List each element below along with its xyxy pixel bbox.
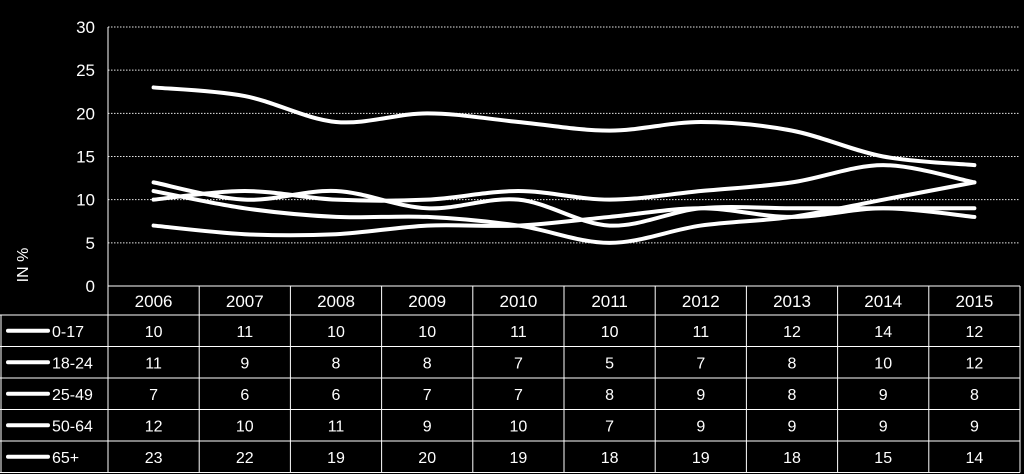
data-label-0-17-2010: 11: [510, 323, 527, 341]
y-axis-label: IN %: [15, 247, 32, 283]
legend-label-25-49: 25-49: [52, 386, 93, 404]
data-label-25-49-2010: 7: [513, 386, 523, 404]
data-label-50-64-2013: 9: [787, 418, 797, 436]
data-label-65+-2010: 19: [509, 449, 528, 467]
series-lines: [154, 87, 975, 242]
x-tick-2011: 2011: [591, 292, 628, 311]
y-tick-15: 15: [76, 147, 95, 167]
data-label-50-64-2009: 9: [422, 418, 432, 436]
data-label-18-24-2006: 11: [145, 355, 162, 373]
y-tick-0: 0: [85, 277, 95, 296]
data-label-18-24-2011: 5: [605, 355, 615, 373]
data-label-25-49-2009: 7: [422, 386, 432, 404]
x-tick-2009: 2009: [408, 292, 447, 311]
data-label-25-49-2015: 8: [969, 386, 979, 404]
data-label-50-64-2007: 10: [235, 418, 254, 436]
data-label-0-17-2008: 10: [327, 323, 345, 341]
data-label-18-24-2007: 9: [240, 355, 250, 373]
data-label-65+-2014: 15: [874, 449, 893, 467]
data-label-25-49-2007: 6: [240, 386, 250, 404]
data-table: [0, 286, 1020, 473]
data-label-18-24-2009: 8: [422, 355, 432, 373]
x-tick-2012: 2012: [681, 292, 720, 311]
x-tick-2014: 2014: [864, 292, 903, 311]
data-label-65+-2009: 20: [418, 449, 437, 467]
data-label-25-49-2008: 6: [331, 386, 341, 404]
data-label-65+-2006: 23: [144, 449, 163, 467]
data-label-65+-2015: 14: [965, 449, 984, 467]
data-label-65+-2013: 18: [783, 449, 801, 467]
y-tick-labels: [76, 18, 95, 296]
data-label-18-24-2015: 12: [965, 355, 984, 373]
data-label-50-64-2015: 9: [969, 418, 979, 436]
data-label-18-24-2014: 10: [874, 355, 893, 373]
data-label-18-24-2010: 7: [513, 355, 523, 373]
data-label-18-24-2012: 7: [696, 355, 706, 373]
data-label-0-17-2015: 12: [965, 323, 984, 341]
data-label-65+-2007: 22: [235, 449, 254, 467]
data-label-0-17-2014: 14: [874, 323, 893, 341]
data-label-0-17-2009: 10: [418, 323, 437, 341]
data-label-0-17-2012: 11: [692, 323, 710, 341]
data-label-50-64-2014: 9: [878, 418, 888, 436]
data-label-65+-2008: 19: [327, 449, 345, 467]
legend-label-50-64: 50-64: [52, 418, 93, 436]
x-tick-2007: 2007: [225, 292, 264, 311]
data-label-25-49-2014: 9: [878, 386, 888, 404]
x-tick-2006: 2006: [134, 292, 173, 311]
data-label-0-17-2006: 10: [144, 323, 163, 341]
y-tick-25: 25: [76, 61, 95, 81]
legend-label-18-24: 18-24: [52, 355, 93, 373]
x-tick-2015: 2015: [955, 292, 994, 311]
y-tick-10: 10: [76, 190, 95, 210]
data-label-65+-2011: 18: [600, 449, 619, 467]
y-tick-30: 30: [76, 18, 95, 37]
y-tick-20: 20: [76, 104, 95, 124]
data-label-50-64-2012: 9: [696, 418, 706, 436]
data-label-50-64-2008: 11: [327, 418, 345, 436]
data-label-25-49-2013: 8: [787, 386, 797, 404]
data-label-0-17-2011: 10: [600, 323, 619, 341]
data-label-25-49-2006: 7: [149, 386, 159, 404]
x-tick-2013: 2013: [773, 292, 811, 311]
gridlines: [108, 27, 1020, 243]
legend-label-0-17: 0-17: [52, 323, 85, 341]
data-label-50-64-2006: 12: [144, 418, 163, 436]
data-label-50-64-2010: 10: [509, 418, 528, 436]
y-tick-5: 5: [85, 233, 95, 253]
data-label-25-49-2011: 8: [605, 386, 615, 404]
series-line-0-17: [154, 165, 975, 201]
x-tick-2008: 2008: [317, 292, 355, 311]
data-label-50-64-2011: 7: [605, 418, 615, 436]
data-label-18-24-2008: 8: [331, 355, 341, 373]
x-tick-2010: 2010: [499, 292, 538, 311]
legend-label-65+: 65+: [52, 449, 80, 467]
data-label-18-24-2013: 8: [787, 355, 797, 373]
data-label-0-17-2007: 11: [236, 323, 254, 341]
data-label-0-17-2013: 12: [783, 323, 801, 341]
data-label-65+-2012: 19: [691, 449, 710, 467]
data-label-25-49-2012: 9: [696, 386, 706, 404]
series-line-65+: [154, 87, 975, 165]
